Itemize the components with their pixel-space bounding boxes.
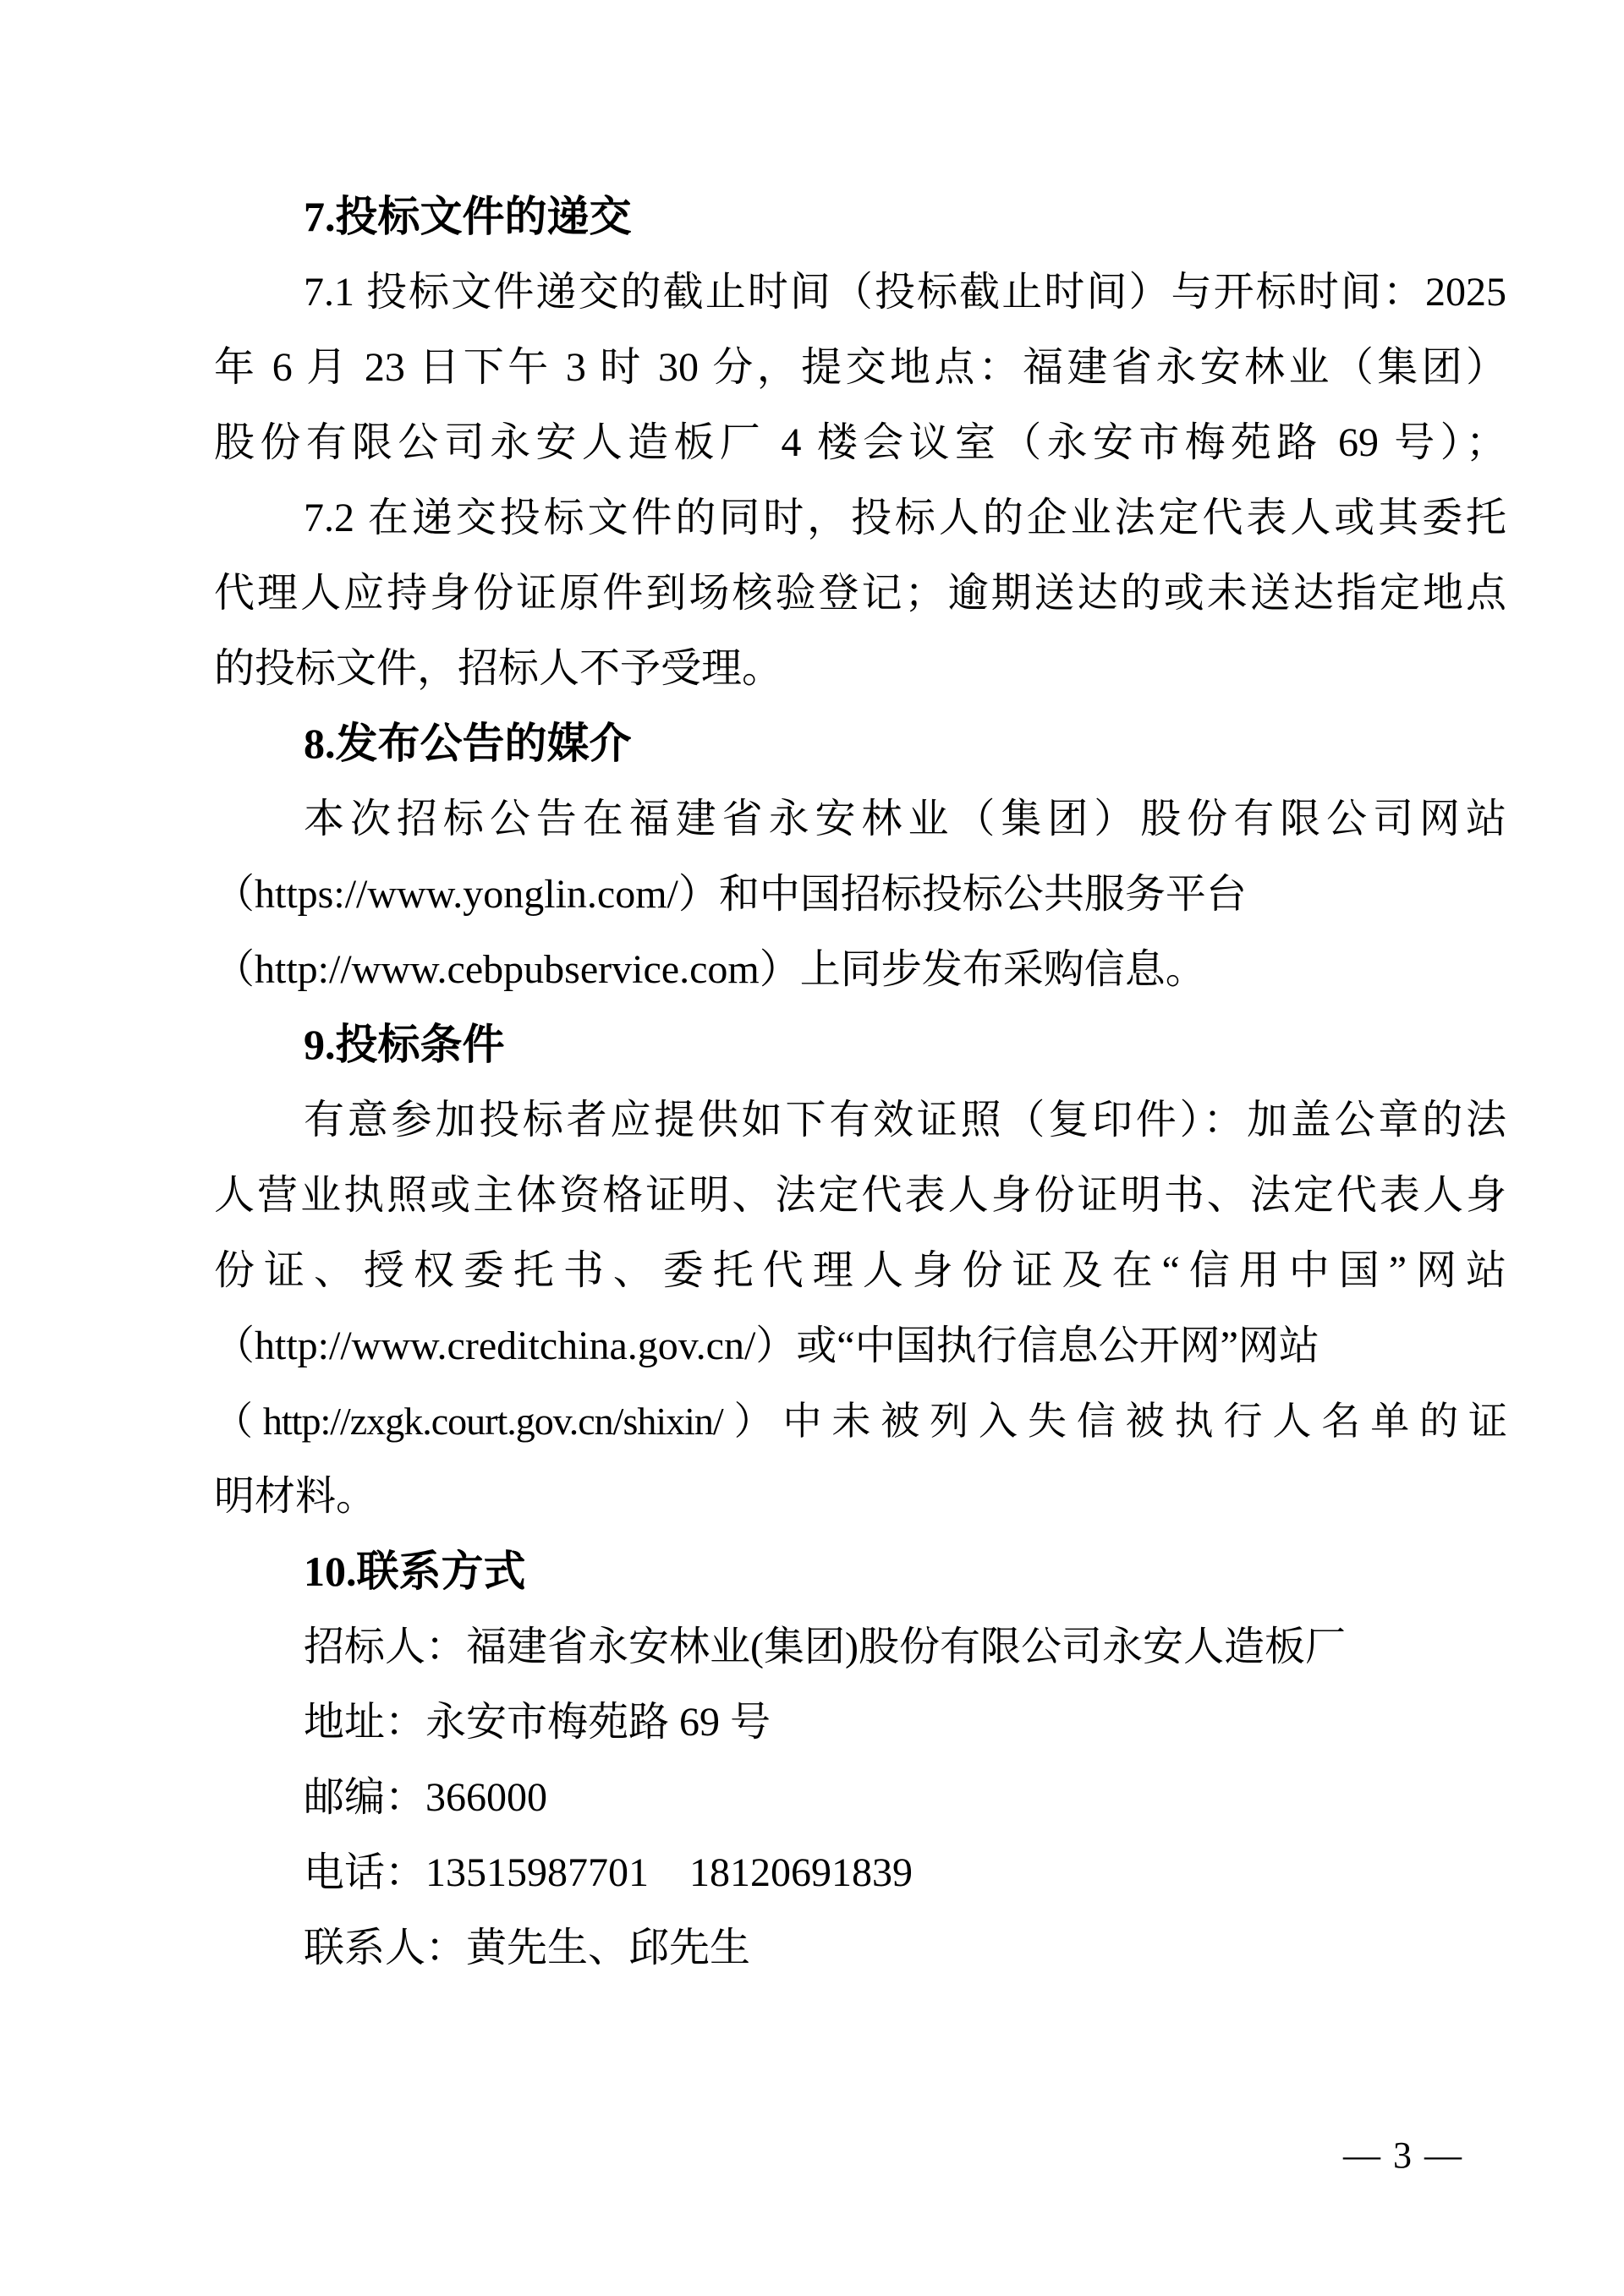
section-7-para-2-line-3: 的投标文件，招标人不予受理。 [214,646,783,691]
section-7-para-2-line-2: 代理人应持身份证原件到场核验登记；逾期送达的或未送达指定地点 [214,571,1506,616]
section-9-para-1-line-1: 有意参加投标者应提供如下有效证照（复印件）：加盖公章的法 [304,1098,1506,1143]
contact-phone-line: 电话：13515987701 18120691839 [304,1850,914,1895]
section-9-para-1-line-2: 人营业执照或主体资格证明、法定代表人身份证明书、法定代表人身 [214,1173,1506,1218]
section-9-para-1-line-4: （http://www.creditchina.gov.cn/）或“中国执行信息公开网”网站 [214,1323,1320,1368]
contact-tenderer-line: 招标人：福建省永安林业(集团)股份有限公司永安人造板厂 [304,1625,1346,1669]
section-8-para-1-line-1: 本次招标公告在福建省永安林业（集团）股份有限公司网站 [304,797,1506,841]
section-8-para-1-line-2: （https://www.yonglin.com/）和中国招标投标公共服务平台 [214,872,1247,917]
document-body [214,179,1506,1986]
contact-address-line: 地址：永安市梅苑路 69 号 [304,1700,771,1745]
section-8-heading: 8.发布公告的媒介 [304,720,632,767]
section-7-para-2-line-1: 7.2 在递交投标文件的同时，投标人的企业法定代表人或其委托 [304,496,1506,540]
section-8-para-1-line-3: （http://www.cebpubservice.com）上同步发布采购信息。 [214,947,1206,992]
section-9-para-1-line-3: 份证、授权委托书、委托代理人身份证及在“信用中国”网站 [214,1248,1506,1293]
page-number: — 3 — [1343,2134,1463,2176]
section-7-para-1-line-3: 股份有限公司永安人造板厂 4 楼会议室（永安市梅苑路 69 号）； [214,420,1506,465]
section-9-para-1-line-5: （http://zxgk.court.gov.cn/shixin/）中未被列入失信被执行人名单的证 [214,1400,1506,1443]
section-10-heading: 10.联系方式 [304,1548,526,1595]
contact-postcode-line: 邮编：366000 [304,1775,548,1820]
section-9-para-1-line-6: 明材料。 [214,1474,377,1519]
section-9-heading: 9.投标条件 [304,1021,505,1068]
contact-person-line: 联系人：黄先生、邱先生 [304,1926,751,1970]
section-7-para-1-line-2: 年 6 月 23 日下午 3 时 30 分，提交地点：福建省永安林业（集团） [214,345,1506,390]
section-7-para-1-line-1: 7.1 投标文件递交的截止时间（投标截止时间）与开标时间：2025 [304,270,1506,315]
section-7-heading: 7.投标文件的递交 [304,193,632,240]
